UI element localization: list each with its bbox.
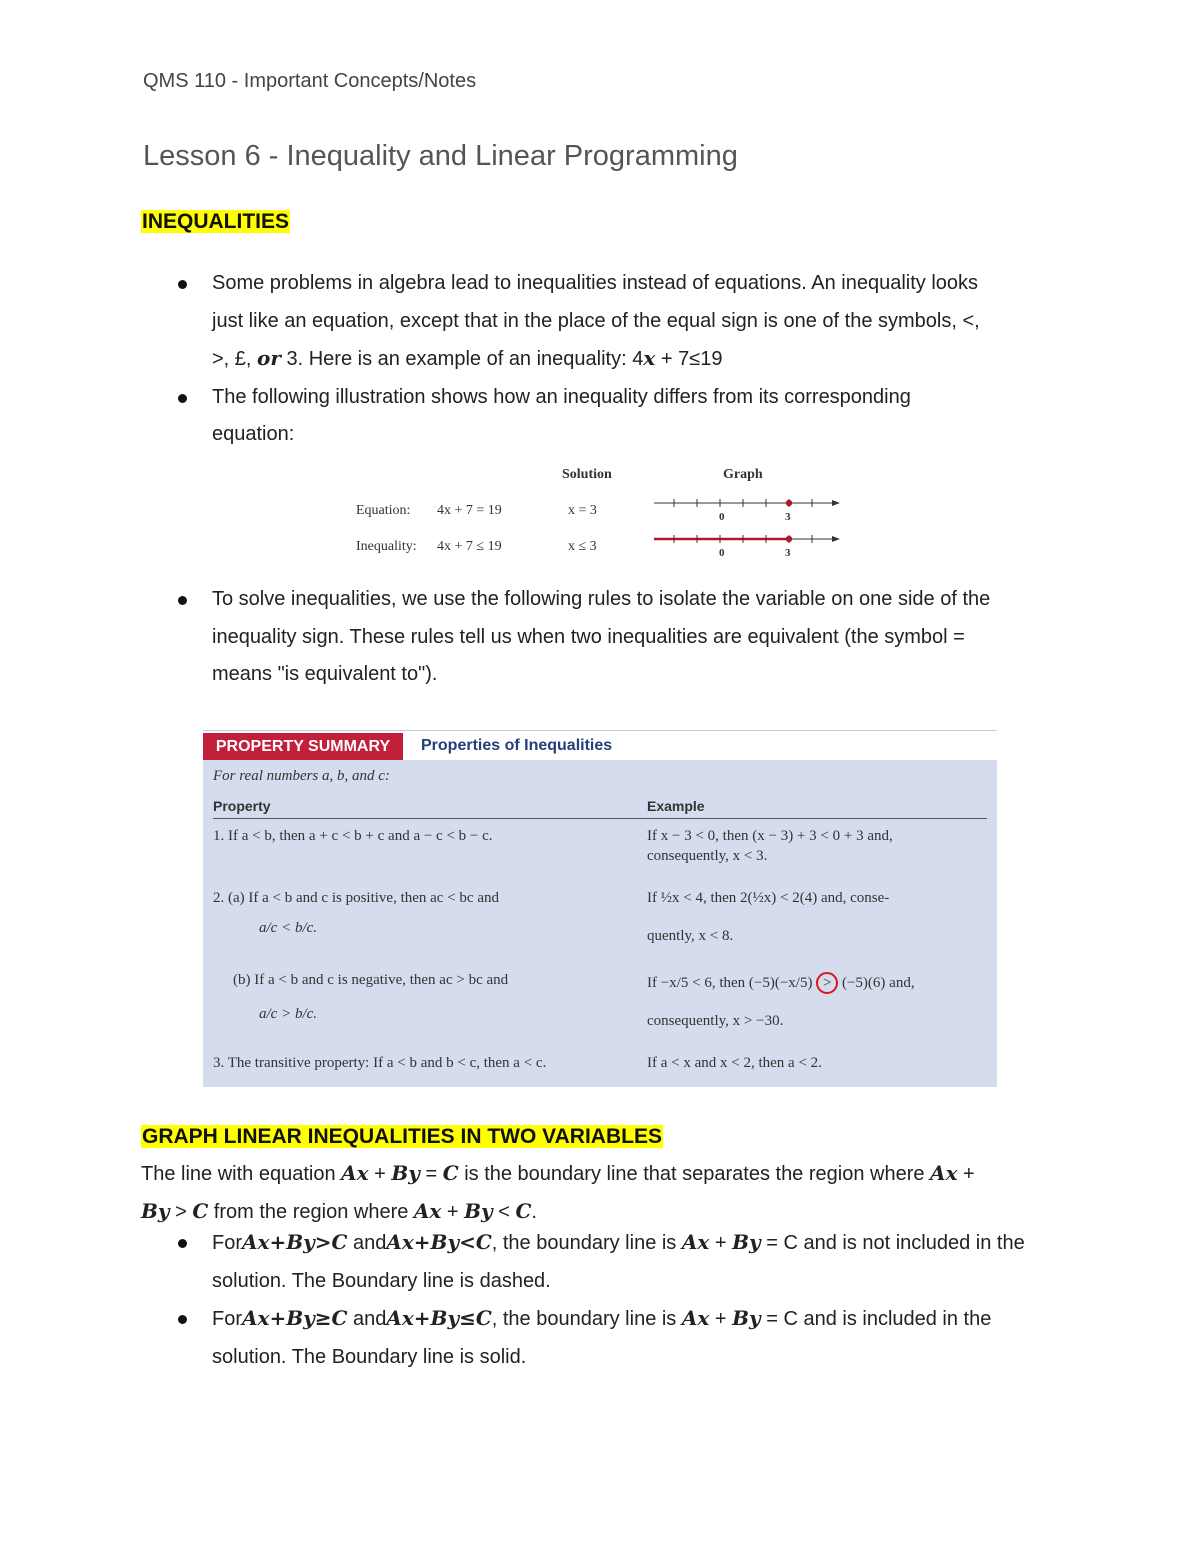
term-by: By — [141, 1199, 170, 1223]
text-span: . — [531, 1201, 537, 1223]
text-line: equation: — [212, 423, 295, 445]
property-2b-fraction: a/c > b/c. — [259, 1006, 318, 1022]
text-span: If −x/5 < 6, then (−5)(−x/5) — [647, 975, 813, 991]
variable-x: x — [643, 346, 656, 370]
inequality-expr: 4x + 7 ≤ 19 — [437, 539, 502, 554]
term-ax: Ax — [413, 1199, 442, 1223]
text-line: means "is equivalent to"). — [212, 663, 438, 685]
section-heading-inequalities — [141, 210, 290, 234]
inequality-ge: Ax+By≥C — [242, 1306, 348, 1330]
text-span: + — [709, 1232, 733, 1254]
text-span: + — [709, 1308, 733, 1330]
highlighted-heading: INEQUALITIES — [142, 210, 290, 233]
text-span: = C and is not included in the — [760, 1232, 1025, 1254]
inequality-solution: x ≤ 3 — [568, 539, 597, 554]
text-span: and — [347, 1232, 387, 1254]
equation-expr: 4x + 7 = 19 — [437, 503, 502, 518]
term-ax: Ax — [681, 1306, 710, 1330]
text-span: >, £, — [212, 348, 258, 370]
bullet-list-1 — [176, 265, 1076, 454]
example-2a-line-1: If ½x < 4, then 2(½x) < 2(4) and, conse- — [647, 890, 890, 906]
text-line: The following illustration shows how an inequality differs from its corresponding — [212, 385, 911, 408]
or-text: or — [257, 346, 281, 370]
text-span: 3. Here is an example of an inequality: 4 — [280, 348, 644, 370]
bullet-list-2 — [176, 581, 1076, 694]
text-line: Some problems in algebra lead to inequalities instead of equations. An inequality looks — [212, 272, 979, 294]
property-summary-header — [203, 730, 997, 761]
column-header-property: Property — [213, 798, 271, 814]
example-2b-line-2: consequently, x > −30. — [647, 1013, 784, 1029]
property-summary-tag: PROPERTY SUMMARY — [203, 733, 403, 761]
term-ax: Ax — [341, 1161, 369, 1185]
term-ax: Ax — [930, 1161, 958, 1185]
lesson-title: Lesson 6 - Inequality and Linear Programming — [143, 140, 738, 172]
property-summary-box — [203, 730, 997, 1087]
equation-label: Equation: — [356, 503, 411, 518]
tick-label-3: 3 — [785, 547, 791, 559]
tick-label-0: 0 — [719, 511, 725, 523]
term-by: By — [732, 1230, 761, 1254]
inequality-lt: Ax+By<C — [386, 1230, 492, 1254]
list-item — [176, 581, 1076, 694]
text-span: , the boundary line is — [491, 1308, 682, 1330]
tick-label-0: 0 — [719, 547, 725, 559]
text-line — [212, 1224, 1076, 1263]
section2-paragraph — [141, 1155, 1061, 1231]
example-2b-line-1 — [647, 972, 915, 994]
property-3: 3. The transitive property: If a < b and b < c, then a < c. — [213, 1055, 547, 1071]
property-1: 1. If a < b, then a + c < b + c and a − c < b − c. — [213, 828, 493, 844]
text-span: = — [419, 1163, 443, 1185]
term-by: By — [464, 1199, 493, 1223]
text-line — [212, 1300, 1076, 1339]
text-span: For — [212, 1308, 242, 1330]
list-item — [176, 1300, 1076, 1376]
text-line: solution. The Boundary line is dashed. — [212, 1269, 551, 1292]
property-2a: 2. (a) If a < b and c is positive, then ac < bc and — [213, 890, 499, 906]
list-item — [176, 265, 1076, 379]
term-by: By — [391, 1161, 420, 1185]
text-span: (−5)(6) and, — [841, 975, 915, 991]
inequality-gt: Ax+By>C — [242, 1230, 348, 1254]
text-line: inequality sign. These rules tell us when two inequalities are equivalent (the symbol = — [212, 625, 965, 648]
solution-header: Solution — [562, 467, 612, 482]
equation-solution: x = 3 — [568, 503, 597, 518]
property-summary-body — [203, 760, 997, 1087]
inequality-le: Ax+By≤C — [386, 1306, 492, 1330]
tick-label-3: 3 — [785, 511, 791, 523]
text-line: solution. The Boundary line is solid. — [212, 1345, 527, 1368]
term-c: C — [515, 1199, 532, 1223]
list-item — [176, 1224, 1076, 1300]
example-1-line-2: consequently, x < 3. — [647, 848, 768, 864]
equation-number-line — [654, 499, 840, 507]
text-span: + — [957, 1163, 975, 1185]
text-span: > — [169, 1201, 193, 1223]
number-line-graphs — [652, 493, 844, 563]
property-2b: (b) If a < b and c is negative, then ac > bc and — [233, 972, 509, 988]
text-span: , the boundary line is — [491, 1232, 682, 1254]
property-summary-title: Properties of Inequalities — [421, 737, 613, 754]
term-ax: Ax — [681, 1230, 710, 1254]
highlighted-heading: GRAPH LINEAR INEQUALITIES IN TWO VARIABLES — [142, 1125, 662, 1148]
text-span: + 7≤19 — [655, 348, 723, 370]
bullet-list-3 — [176, 1224, 1076, 1376]
text-span: < — [492, 1201, 516, 1223]
term-c: C — [442, 1161, 459, 1185]
example-2a-line-2: quently, x < 8. — [647, 928, 734, 944]
text-span: from the region where — [208, 1201, 414, 1223]
page-header: QMS 110 - Important Concepts/Notes — [143, 70, 477, 92]
header-rule — [213, 818, 987, 819]
text-span: = C and is included in the — [760, 1308, 992, 1330]
column-header-example: Example — [647, 798, 705, 814]
text-line — [141, 1155, 1061, 1193]
text-span: + — [441, 1201, 465, 1223]
text-line: To solve inequalities, we use the following rules to isolate the variable on one side of the — [212, 588, 991, 610]
inequality-number-line — [654, 535, 840, 543]
term-c: C — [192, 1199, 209, 1223]
term-by: By — [732, 1306, 761, 1330]
example-3: If a < x and x < 2, then a < 2. — [647, 1055, 822, 1071]
circled-greater-than: > — [816, 972, 838, 994]
text-span: The line with equation — [141, 1163, 342, 1185]
text-span: is the boundary line that separates the region where — [458, 1163, 931, 1185]
graph-header: Graph — [723, 467, 763, 482]
solution-point — [786, 500, 792, 506]
intro-text: For real numbers a, b, and c: — [213, 768, 390, 784]
section-heading-graph-linear — [141, 1125, 663, 1149]
text-span: + — [368, 1163, 392, 1185]
text-span: For — [212, 1232, 242, 1254]
text-line — [212, 340, 1076, 379]
example-1-line-1: If x − 3 < 0, then (x − 3) + 3 < 0 + 3 and, — [647, 828, 893, 844]
property-2a-fraction: a/c < b/c. — [259, 920, 318, 936]
text-line: just like an equation, except that in the place of the equal sign is one of the symbols, <, — [212, 309, 980, 332]
list-item — [176, 379, 1076, 454]
equation-vs-inequality-figure — [356, 465, 856, 565]
inequality-label: Inequality: — [356, 539, 417, 554]
text-span: and — [347, 1308, 387, 1330]
solution-endpoint — [786, 536, 792, 542]
